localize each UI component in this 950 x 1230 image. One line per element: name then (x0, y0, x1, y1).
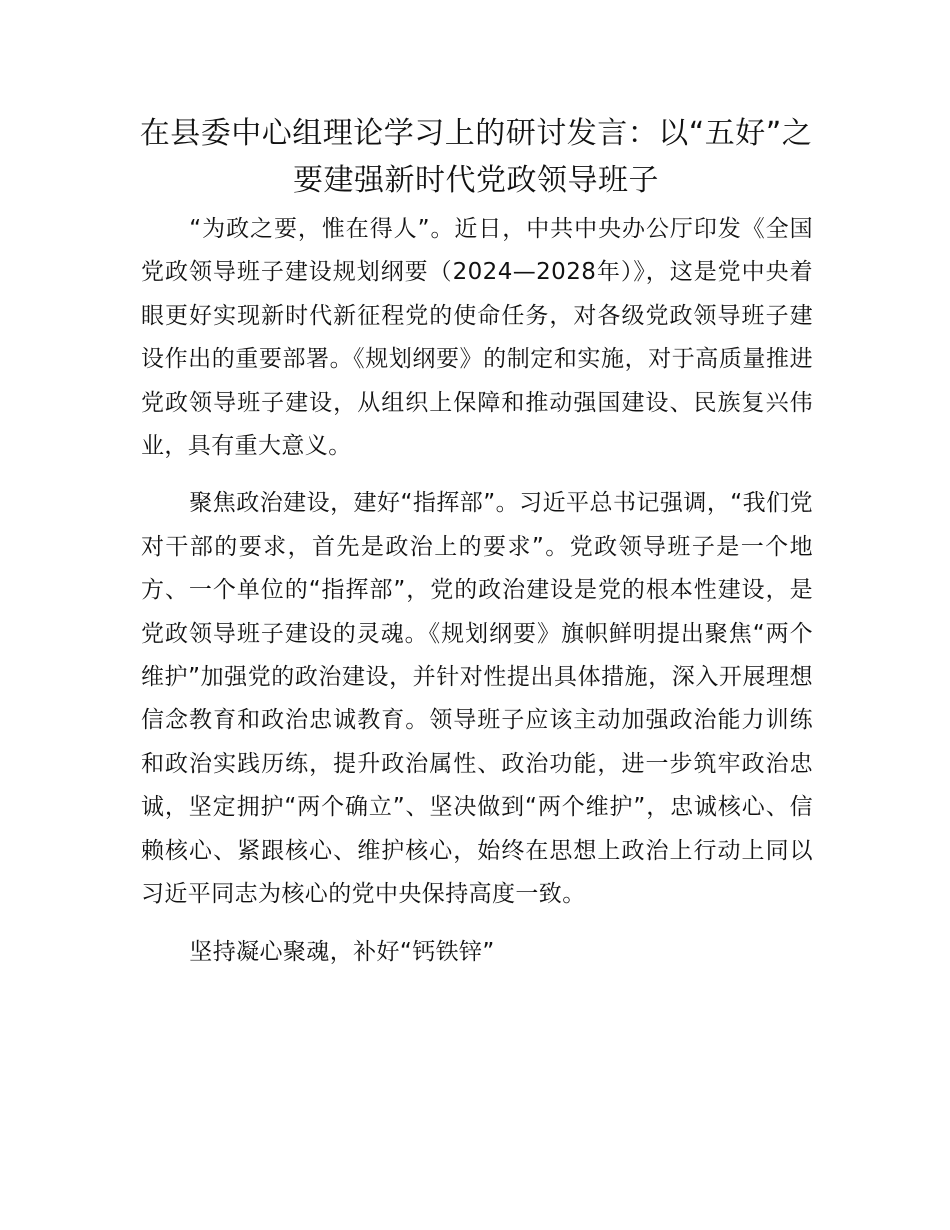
paragraph-intro: “为政之要，惟在得人”。近日，中共中央办公厅印发《全国党政领导班子建设规划纲要（2024—2028年）》，这是党中央着眼更好实现新时代新征程党的使命任务，对各级党政领导班子建设作出的重要部署。《规划纲要》的制定和实施，对于高质量推进党政领导班子建设，从组织上保障和推动强国建设、民族复兴伟业，具有重大意义。 (141, 216, 813, 460)
paragraph-cohesion-heading: 坚持凝心聚魂，补好“钙铁锌” (189, 938, 495, 965)
paragraph-political-building: 聚焦政治建设，建好“指挥部”。习近平总书记强调，“我们党对干部的要求，首先是政治上的要求”。党政领导班子是一个地方、一个单位的“指挥部”，党的政治建设是党的根本性建设，是党政领导班子建设的灵魂。《规划纲要》旗帜鲜明提出聚焦“两个维护”加强党的政治建设，并针对性提出具体措施，深入开展理想信念教育和政治忠诚教育。领导班子应该主动加强政治能力训练和政治实践历练，提升政治属性、政治功能，进一步筑牢政治忠诚，坚定拥护“两个确立”、坚决做到“两个维护”，忠诚核心、信赖核心、紧跟核心、维护核心，始终在思想上政治上行动上同以习近平同志为核心的党中央保持高度一致。 (141, 490, 813, 908)
document-title: 在县委中心组理论学习上的研讨发言：以“五好”之要建强新时代党政领导班子 (139, 116, 813, 198)
document-page (141, 110, 813, 988)
